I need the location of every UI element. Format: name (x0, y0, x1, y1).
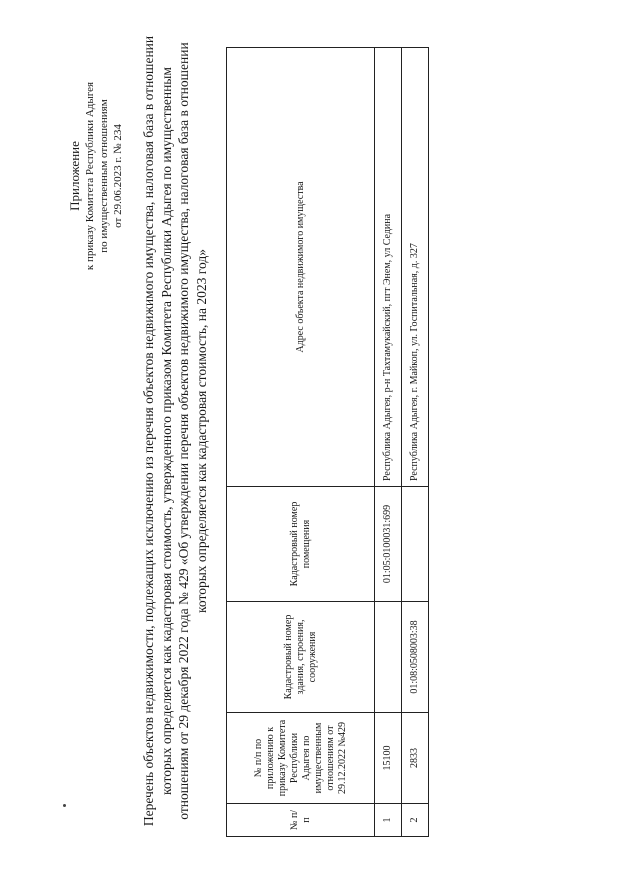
row-address: Республика Адыгея, р-н Тахтамукайский, пгт Энем, ул Седина (375, 48, 402, 487)
appendix-line-1: к приказу Комитета Республики Адыгея (84, 81, 96, 271)
appendix-line-3: от 29.06.2023 г. № 234 (112, 124, 124, 228)
header-ref-num: № п/п по приложению к приказу Комитета Республики Адыгея по имущественным отношениям от 29.12.2022 №429 (227, 713, 375, 804)
property-table (226, 47, 429, 837)
row-cad-building: 01:08:0508003:38 (402, 602, 429, 713)
document-title: Перечень объектов недвижимости, подлежащих исключению из перечня объектов недвижимого имущества, налоговая база в отношении которых определяется как кадастровая стоимость, утвержденного приказом Комитета Республики Адыгея по имущественным отношениям от 29 декабря 2022 года № 429 «Об утверждении перечня объектов недвижимого имущества, налоговая база в отношении которых определяется как кадастровая стоимость, на 2023 год» (141, 35, 209, 827)
table-header-row (227, 48, 375, 837)
row-ref-num: 2833 (402, 713, 429, 804)
appendix-header (66, 51, 125, 301)
row-cad-premises: 01:05:0100031:699 (375, 487, 402, 602)
scan-speck (63, 804, 66, 807)
appendix-line-2: по имущественным отношениям (98, 99, 110, 253)
header-cad-building: Кадастровый номер здания, строения, сооружения (227, 602, 375, 713)
row-cad-premises (402, 487, 429, 602)
table-row (402, 48, 429, 837)
row-ref-num: 15100 (375, 713, 402, 804)
row-cad-building (375, 602, 402, 713)
header-cad-premises: Кадастровый номер помещения (227, 487, 375, 602)
header-address: Адрес объекта недвижимого имущества (227, 48, 375, 487)
row-num: 2 (402, 804, 429, 837)
row-address: Республика Адыгея, г. Майкоп, ул. Госпитальная, д. 327 (402, 48, 429, 487)
row-num: 1 (375, 804, 402, 837)
table-row (375, 48, 402, 837)
appendix-title: Приложение (67, 141, 82, 211)
header-num: № п/п (227, 804, 375, 837)
